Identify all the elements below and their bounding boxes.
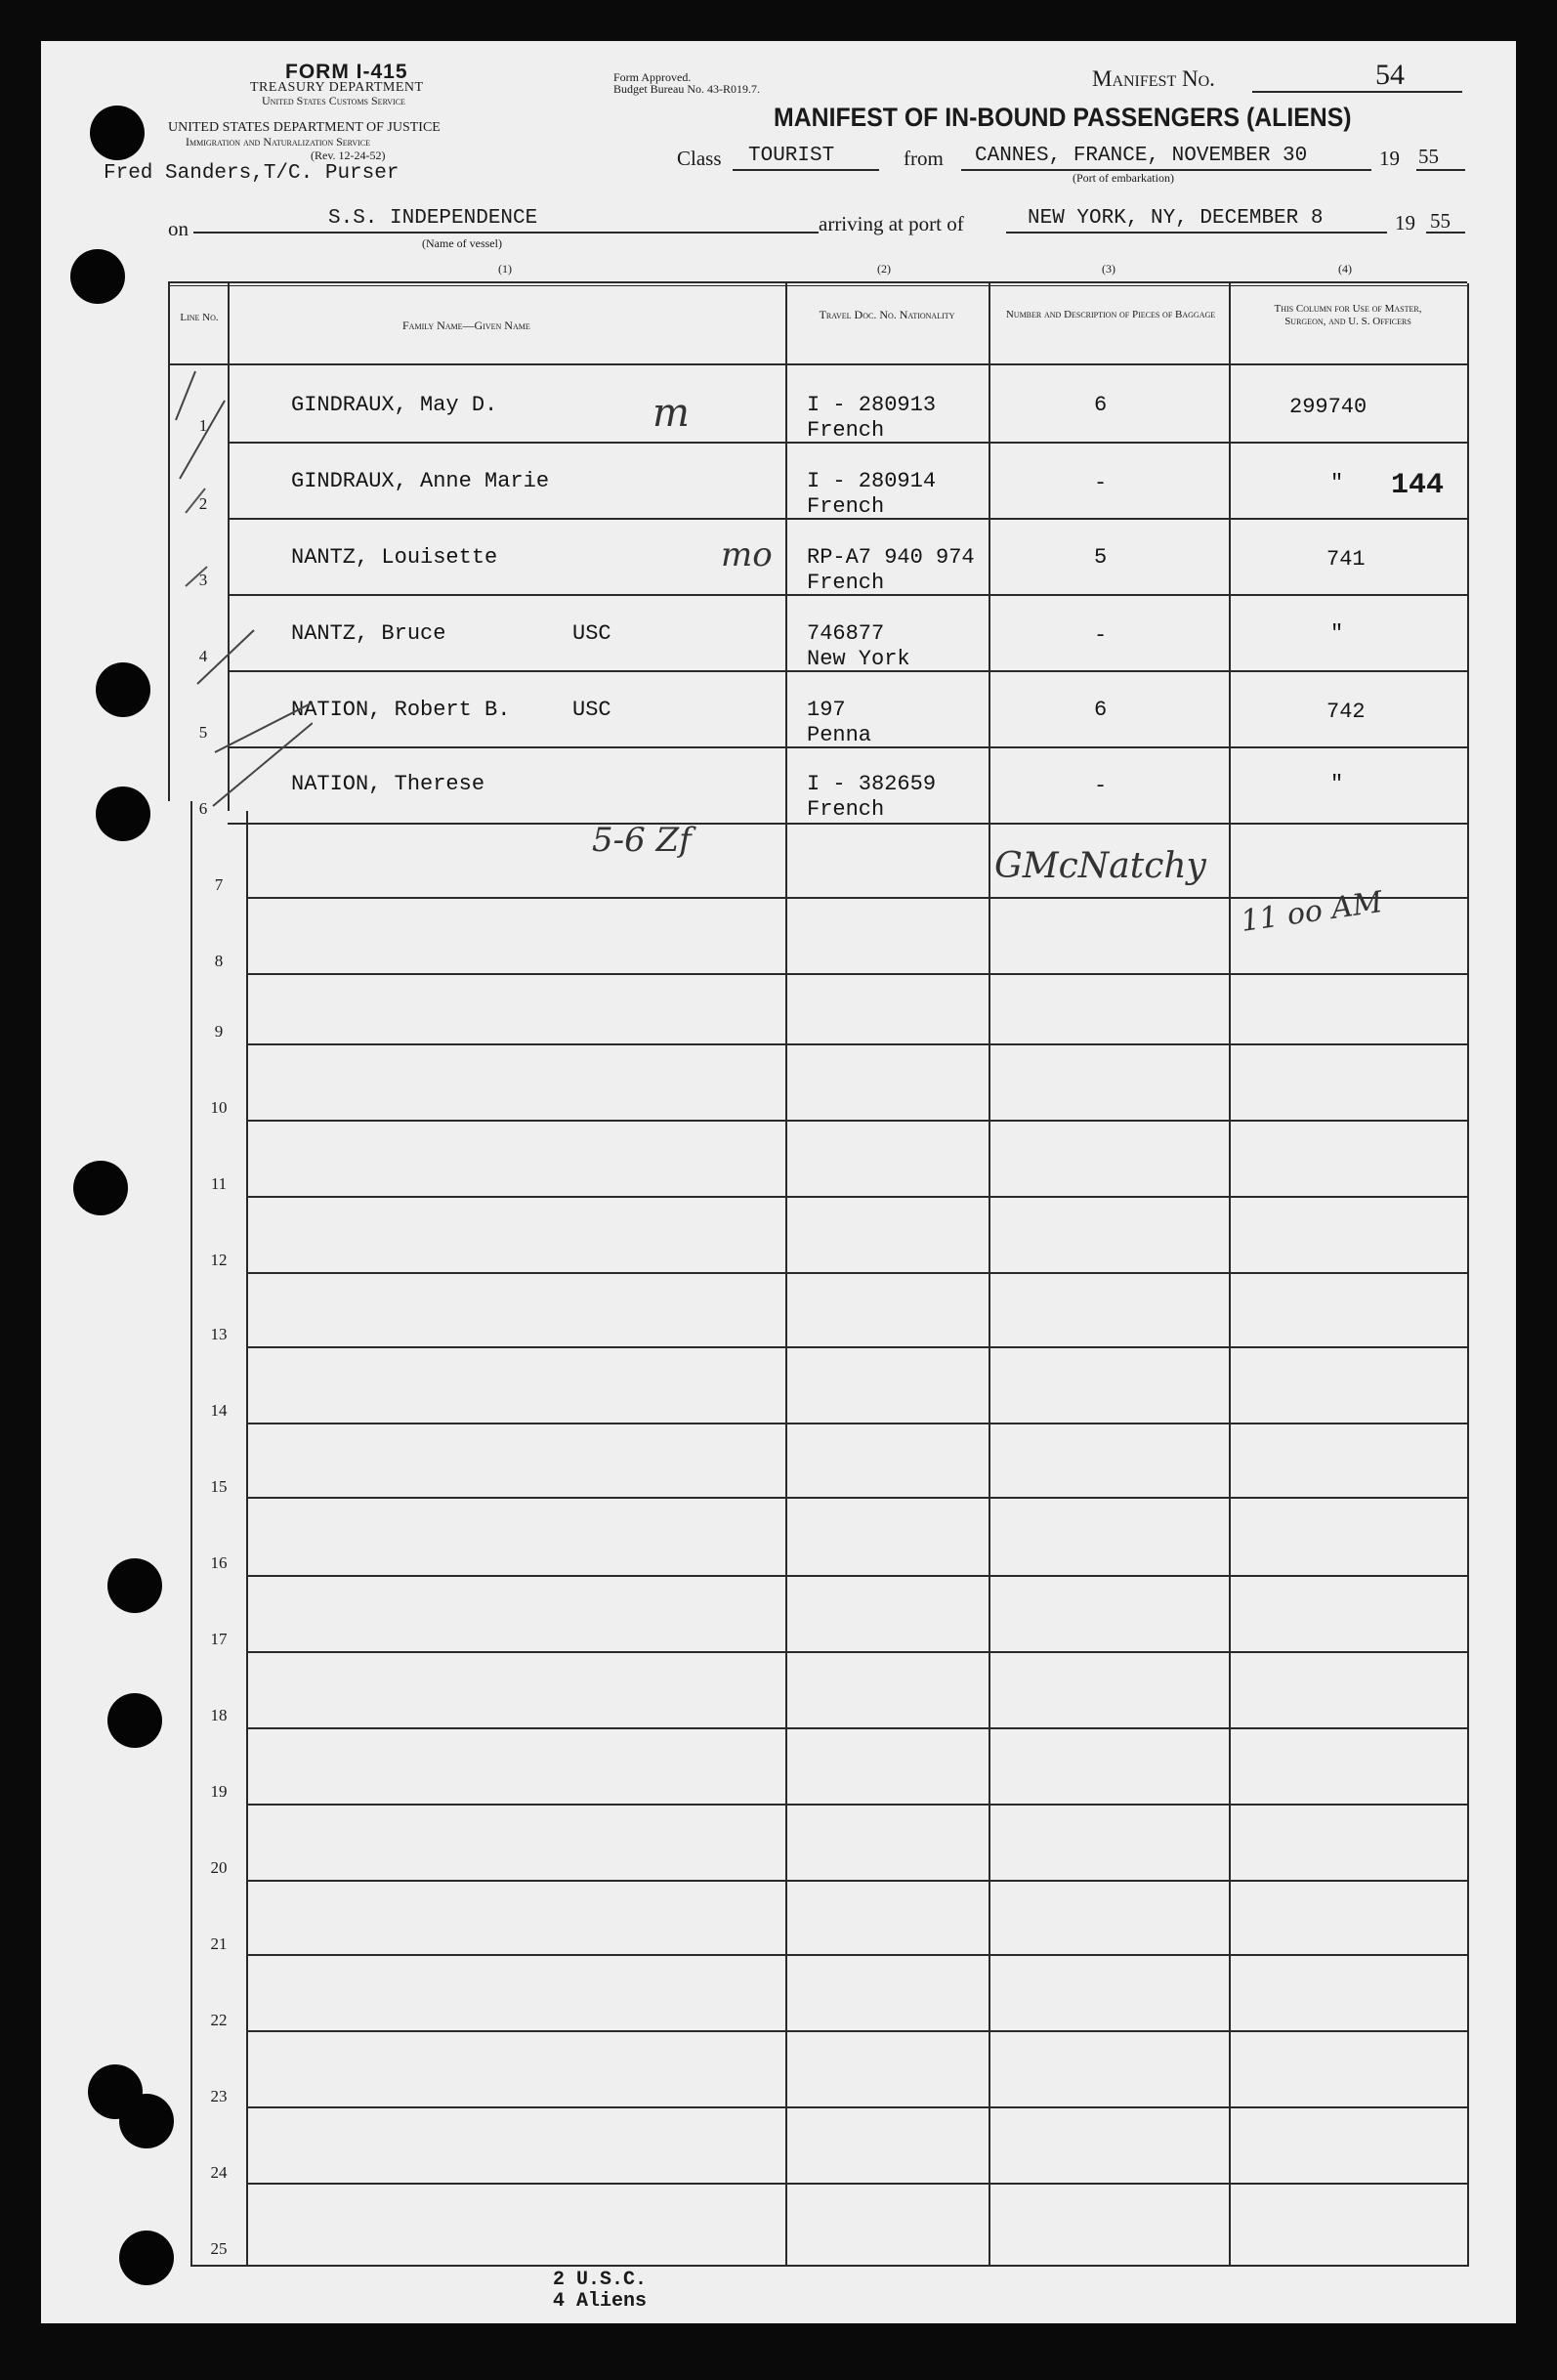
row-rule [246,1880,1467,1882]
line-number: 2 [198,494,208,513]
line-number: 17 [210,1630,228,1648]
col-header-line-no: Line No. [180,312,219,323]
line-number: 24 [210,2163,228,2182]
purser-name: Fred Sanders,T/C. Purser [104,162,400,185]
nationality: French [807,797,885,822]
baggage-count: 5 [1094,545,1108,570]
row-rule [246,2030,1467,2032]
punch-hole [70,249,125,304]
col-number-2: (2) [877,262,891,276]
passenger-name: GINDRAUX, May D. [291,393,498,417]
punch-hole [73,1161,128,1215]
row-rule [246,1423,1467,1424]
travel-doc-no: I - 382659 [807,772,937,796]
line-number: 10 [210,1098,228,1117]
line-number: 19 [210,1782,228,1801]
punch-hole [90,106,145,160]
customs-label: United States Customs Service [262,94,405,107]
table-top-border [168,281,1467,283]
officer-note: 741 [1326,547,1366,572]
line-number: 8 [214,952,224,970]
line-number: 14 [210,1401,228,1420]
form-number: FORM I-415 [285,61,408,83]
line-number: 5 [198,723,208,742]
col-header-name: Family Name—Given Name [402,319,530,332]
passenger-name: NATION, Therese [291,772,485,796]
row-rule [246,973,1467,975]
vessel-name: S.S. INDEPENDENCE [328,207,538,230]
line-number: 3 [198,571,208,589]
row-rule [246,2183,1467,2185]
port-embark-caption: (Port of embarkation) [1073,171,1174,185]
aliens-total: 4 Aliens [553,2290,648,2313]
year-underline-1 [1416,169,1465,171]
punch-hole [119,2231,174,2285]
punch-hole [96,662,150,717]
class-value: TOURIST [748,145,835,167]
line-number: 4 [198,647,208,665]
punch-hole [107,1693,162,1748]
vessel-caption: (Name of vessel) [422,236,502,250]
row-rule [246,1954,1467,1956]
line-number: 13 [210,1325,228,1343]
line-number: 1 [198,416,208,435]
line-number: 25 [210,2239,228,2258]
handwritten-initials: m [652,391,690,436]
officer-note: 299740 [1289,395,1368,419]
handwritten-time: 11 oo AM [1239,885,1385,939]
year-label-1: 19 [1379,147,1400,170]
manifest-no-value: 54 [1375,59,1405,91]
row-rule [246,1497,1467,1499]
baggage-count: - [1094,471,1108,495]
line-number: 16 [210,1553,228,1572]
passenger-name: NATION, Robert B. [291,698,511,722]
manifest-title: MANIFEST OF IN-BOUND PASSENGERS (ALIENS) [774,103,1352,132]
tally-check-marks [156,361,313,821]
punch-hole [119,2094,174,2148]
baggage-count: 6 [1094,393,1108,417]
manifest-no-underline [1252,91,1462,93]
manifest-no-label: Manifest No. [1092,66,1215,91]
table-bottom-border [190,2265,1468,2267]
line-number: 21 [210,1934,228,1953]
officer-note: 742 [1326,700,1366,724]
on-label: on [168,217,189,240]
passenger-name: NANTZ, Bruce [291,621,446,646]
row-rule [246,1727,1467,1729]
class-label: Class [677,147,722,170]
arriving-label: arriving at port of [819,212,964,235]
usc-mark: USC [572,698,611,722]
doc-col-divider [785,283,787,2265]
revision-label: (Rev. 12-24-52) [311,149,386,162]
line-number: 22 [210,2011,228,2029]
year-label-2: 19 [1395,211,1415,234]
usc-total: 2 U.S.C. [553,2269,648,2291]
officer-note: " [1330,471,1344,495]
line-number: 23 [210,2087,228,2105]
budget-label: Budget Bureau No. 43-R019.7. [613,82,760,96]
baggage-count: 6 [1094,698,1108,722]
line-number: 7 [214,875,224,894]
col-header-officers: This Column for Use of Master, Surgeon, and U. S. Officers [1274,303,1422,327]
row-rule [246,1120,1467,1122]
handwritten-signature: GMcNatchy [994,846,1206,886]
row-rule [246,1575,1467,1577]
line-number: 11 [210,1174,228,1193]
punch-hole [107,1558,162,1613]
nationality: French [807,571,885,595]
justice-label: UNITED STATES DEPARTMENT OF JUSTICE [168,120,441,135]
row-rule [246,1196,1467,1198]
class-underline [733,169,879,171]
baggage-col-divider [989,283,990,2265]
baggage-count: - [1094,774,1108,798]
line-number: 20 [210,1858,228,1877]
col-header-baggage: Number and Description of Pieces of Baggage [1005,309,1216,320]
officer-note: " [1330,621,1344,646]
line-number: 9 [214,1022,224,1041]
ins-label: Immigration and Naturalization Service [186,135,371,149]
passenger-name: NANTZ, Louisette [291,545,498,570]
nationality: French [807,494,885,519]
treasury-label: TREASURY DEPARTMENT [250,80,424,95]
nationality: Penna [807,723,872,747]
row-rule [228,823,1468,825]
table-top-border-inner [168,285,1467,286]
from-label: from [904,147,944,170]
passenger-name: GINDRAUX, Anne Marie [291,469,550,493]
nationality: New York [807,647,910,671]
row-rule [246,1272,1467,1274]
line-number: 12 [210,1251,228,1269]
travel-doc-no: 746877 [807,621,885,646]
table-header-bottom [168,363,1467,365]
officer-col-divider [1229,283,1231,2265]
travel-doc-no: RP-A7 940 974 [807,545,975,570]
col-number-4: (4) [1338,262,1352,276]
table-right-border [1467,283,1469,2267]
lineno-outer-lower [190,801,192,2267]
approval-label: Form Approved. [613,70,692,84]
row-rule [246,1346,1467,1348]
row-rule [246,1651,1467,1653]
arriving-underline [1006,232,1387,234]
line-number: 15 [210,1477,228,1496]
year-value-2: 55 [1430,209,1451,233]
vessel-underline [193,232,819,234]
row-rule [246,1804,1467,1806]
margin-number: 144 [1391,469,1445,502]
line-number: 18 [210,1706,228,1724]
row-rule [246,2106,1467,2108]
arriving-value: NEW YORK, NY, DECEMBER 8 [1028,207,1324,230]
name-col-left-lower [246,811,248,2265]
from-value: CANNES, FRANCE, NOVEMBER 30 [975,145,1308,167]
year-value-1: 55 [1418,145,1439,168]
handwritten-signature: 5-6 Zf [592,821,692,860]
row-rule [246,1043,1467,1045]
travel-doc-no: 197 [807,698,846,722]
col-number-3: (3) [1102,262,1115,276]
baggage-count: - [1094,623,1108,648]
officer-note: " [1330,772,1344,796]
year-underline-2 [1426,232,1465,234]
nationality: French [807,418,885,443]
col-number-1: (1) [498,262,512,276]
handwritten-initials: mo [721,535,773,574]
col-header-travel-doc: Travel Doc. No. Nationality [819,308,955,321]
usc-mark: USC [572,621,611,646]
punch-hole [96,786,150,841]
travel-doc-no: I - 280914 [807,469,937,493]
travel-doc-no: I - 280913 [807,393,937,417]
line-number: 6 [198,799,208,818]
